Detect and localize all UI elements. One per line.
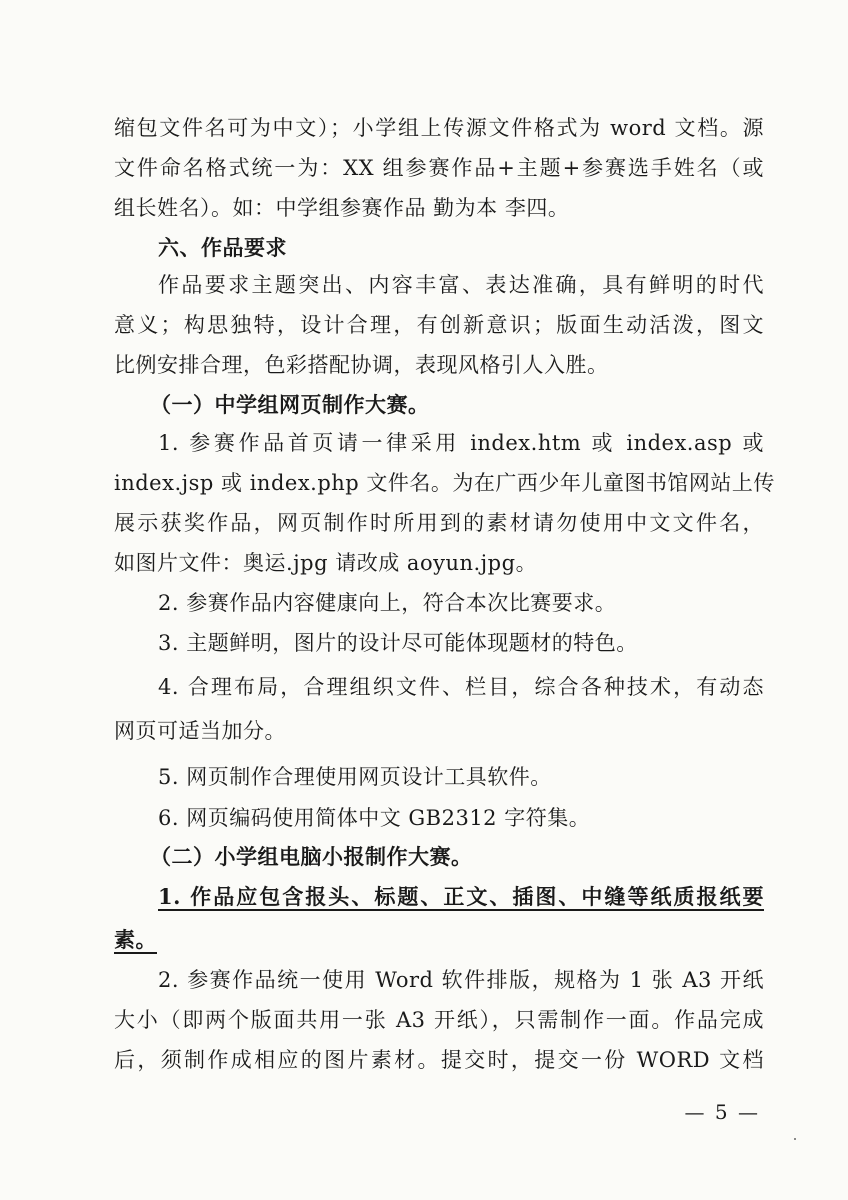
list-item: 2. 参赛作品内容健康向上，符合本次比赛要求。 (158, 591, 617, 615)
paragraph-line: 后，须制作成相应的图片素材。提交时，提交一份 WORD 文档 (114, 1048, 764, 1072)
paragraph-line: 文件命名格式统一为：XX 组参赛作品+主题+参赛选手姓名（或 (114, 156, 764, 180)
list-item: 5. 网页制作合理使用网页设计工具软件。 (158, 765, 552, 789)
section-heading: 六、作品要求 (158, 235, 287, 260)
paragraph-line: 意义；构思独特，设计合理，有创新意识；版面生动活泼，图文 (114, 313, 764, 337)
paragraph-line: 展示获奖作品，网页制作时所用到的素材请勿使用中文文件名， (114, 511, 764, 535)
list-item: 4. 合理布局，合理组织文件、栏目，综合各种技术，有动态 (158, 675, 764, 699)
paragraph-line: 缩包文件名可为中文）；小学组上传源文件格式为 word 文档。源 (114, 116, 764, 140)
paragraph-line: 组长姓名）。如：中学组参赛作品 勤为本 李四。 (114, 196, 570, 220)
underlined-requirement: 素。 (114, 927, 157, 952)
paragraph-line: index.jsp 或 index.php 文件名。为在广西少年儿童图书馆网站上传 (114, 471, 775, 495)
list-item: 2. 参赛作品统一使用 Word 软件排版，规格为 1 张 A3 开纸 (158, 968, 764, 992)
list-item: 6. 网页编码使用简体中文 GB2312 字符集。 (158, 806, 591, 830)
subsection-heading: （一）中学组网页制作大赛。 (150, 392, 430, 417)
paragraph-line: 网页可适当加分。 (114, 719, 286, 743)
paragraph-line: 1. 参赛作品首页请一律采用 index.htm 或 index.asp 或 (158, 431, 764, 455)
page-number: — 5 — (684, 1100, 760, 1124)
paragraph-line: 作品要求主题突出、内容丰富、表达准确，具有鲜明的时代 (158, 273, 764, 297)
list-item: 3. 主题鲜明，图片的设计尽可能体现题材的特色。 (158, 631, 638, 655)
paragraph-line: 如图片文件：奥运.jpg 请改成 aoyun.jpg。 (114, 551, 538, 575)
paragraph-line: 大小（即两个版面共用一张 A3 开纸），只需制作一面。作品完成 (114, 1008, 764, 1032)
paragraph-line: 比例安排合理，色彩搭配协调，表现风格引人入胜。 (114, 353, 609, 377)
underlined-requirement: 1. 作品应包含报头、标题、正文、插图、中缝等纸质报纸要 (158, 884, 764, 909)
scan-speck (794, 1138, 796, 1140)
subsection-heading: （二）小学组电脑小报制作大赛。 (150, 844, 473, 869)
